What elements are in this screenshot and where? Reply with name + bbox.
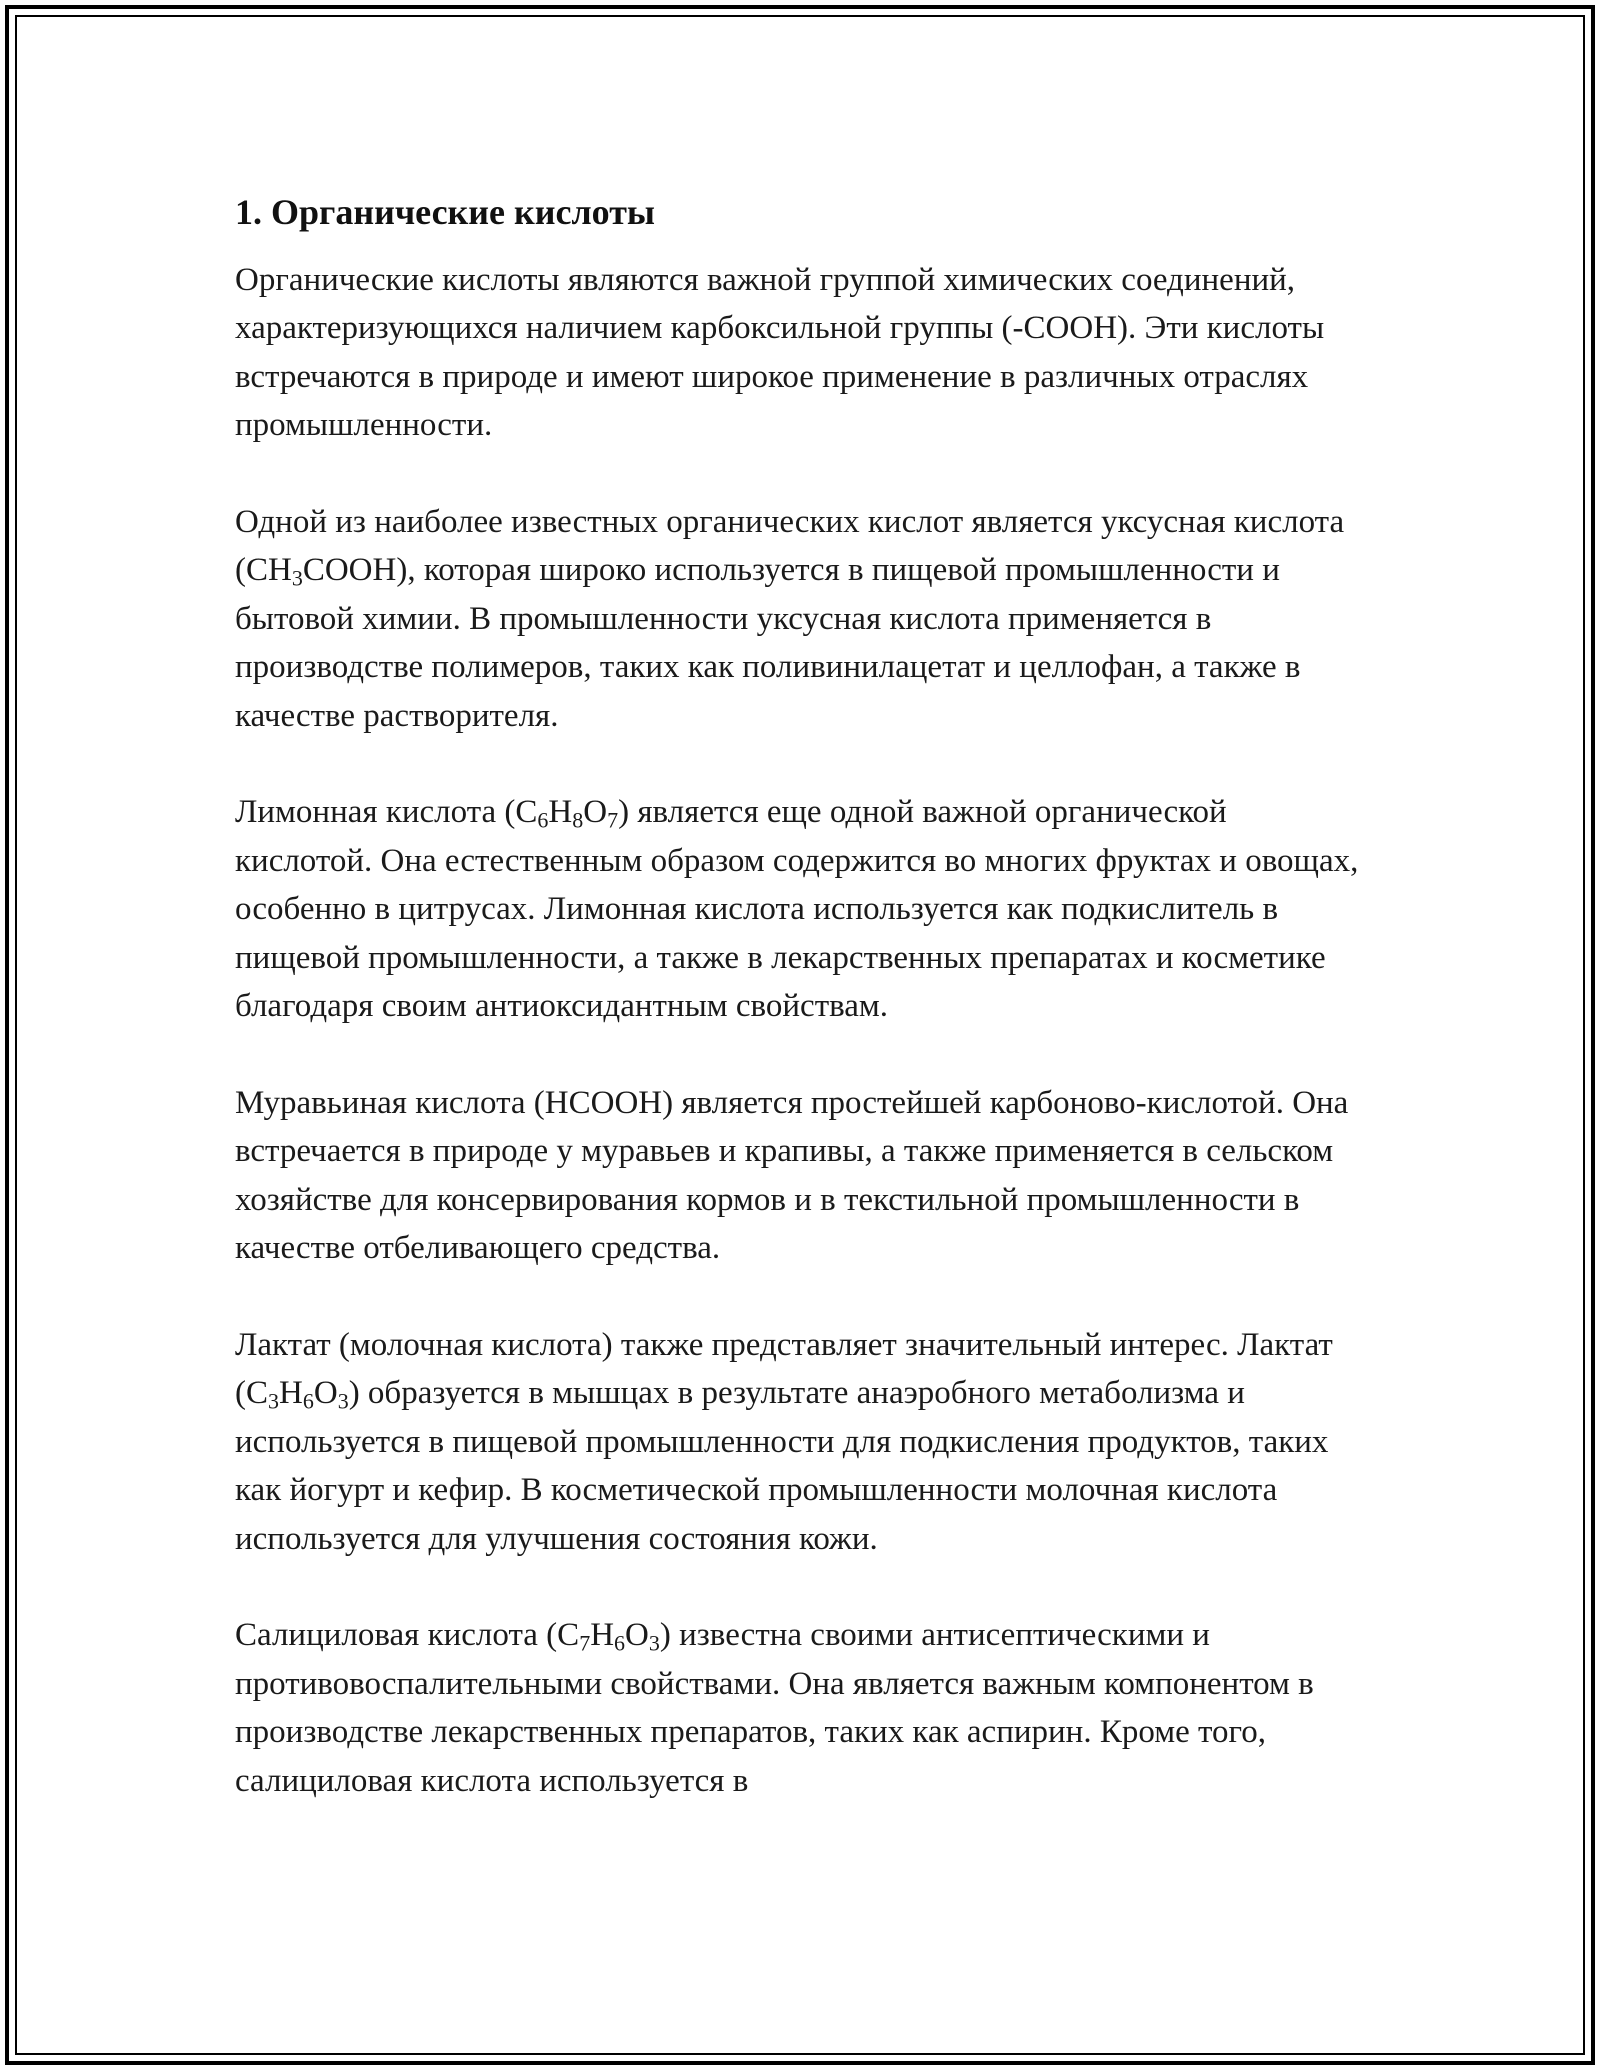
formula-subscript: 6	[302, 1388, 314, 1414]
paragraph-acetic-acid	[235, 498, 1360, 740]
formula-subscript: 7	[607, 807, 619, 833]
formula-subscript: 3	[648, 1630, 660, 1656]
formula-subscript: 6	[537, 807, 549, 833]
paragraph-text: COOH), которая широко используется в пищевой промышленности и бытовой химии. В промышленности уксусная кислота применяется в производстве полимеров, таких как поливинилацетат и целлофан, а также в качестве растворителя.	[235, 552, 1301, 734]
paragraph-lactic-acid	[235, 1321, 1360, 1563]
paragraph-text: Лимонная кислота (C	[235, 794, 538, 831]
formula-subscript: 3	[268, 1388, 279, 1414]
formula-subscript: 8	[572, 807, 584, 833]
paragraph-citric-acid	[235, 788, 1360, 1030]
paragraph-text: Одной из наиболее известных органических кислот является уксусная кислота (CH	[235, 504, 1345, 589]
paragraph-salicylic-acid	[235, 1611, 1360, 1805]
paragraph-text: H	[279, 1375, 303, 1412]
formula-subscript: 3	[337, 1388, 349, 1414]
paragraph-text: H	[590, 1617, 615, 1654]
paragraph-intro	[235, 256, 1360, 450]
formula-subscript: 6	[614, 1630, 626, 1656]
section-heading: 1. Органические кислоты	[235, 192, 655, 232]
paragraph-text: Муравьиная кислота (HCOOH) является простейшей карбоново-кислотой. Она встречается в природе у муравьев и крапивы, а также применяется в сельском хозяйстве для консервирования кормов и в текстильной промышленности в качестве отбеливающего средства.	[235, 1084, 1349, 1267]
paragraph-text: ) образуется в мышцах в результате анаэробного метаболизма и используется в пищевой промышленности для подкисления продуктов, таких как йогурт и кефир. В косметической промышленности молочная кислота используется для улучшения состояния кожи.	[235, 1375, 1329, 1557]
paragraph-text: Лактат (молочная кислота) также представляет значительный интерес. Лактат (C	[235, 1326, 1333, 1412]
paragraph-text: ) является еще одной важной органической кислотой. Она естественным образом содержится во многих фруктах и овощах, особенно в цитрусах. Лимонная кислота используется как подкислитель в пищевой промышленности, а также в лекарственных препаратах и косметике благодаря своим антиоксидантным свойствам.	[235, 794, 1359, 1025]
paragraph-text: O	[625, 1617, 649, 1654]
document-body	[235, 188, 1360, 1805]
paragraph-text: O	[583, 794, 608, 831]
paragraph-text: O	[313, 1375, 338, 1412]
paragraph-text: H	[548, 794, 573, 831]
formula-subscript: 7	[579, 1630, 591, 1656]
paragraph-text: ) известна своими антисептическими и противовоспалительными свойствами. Она является важным компонентом в производстве лекарственных препаратов, таких как аспирин. Кроме того, салициловая кислота используется в	[235, 1617, 1314, 1799]
formula-subscript: 3	[291, 565, 303, 591]
paragraph-text: Органические кислоты являются важной группой химических соединений, характеризующихся наличием карбоксильной группы (-COOH). Эти кислоты встречаются в природе и имеют широкое применение в различных отраслях промышленности.	[235, 262, 1325, 444]
paragraph-text: Салициловая кислота (C	[235, 1617, 580, 1654]
paragraph-formic-acid	[235, 1079, 1360, 1273]
